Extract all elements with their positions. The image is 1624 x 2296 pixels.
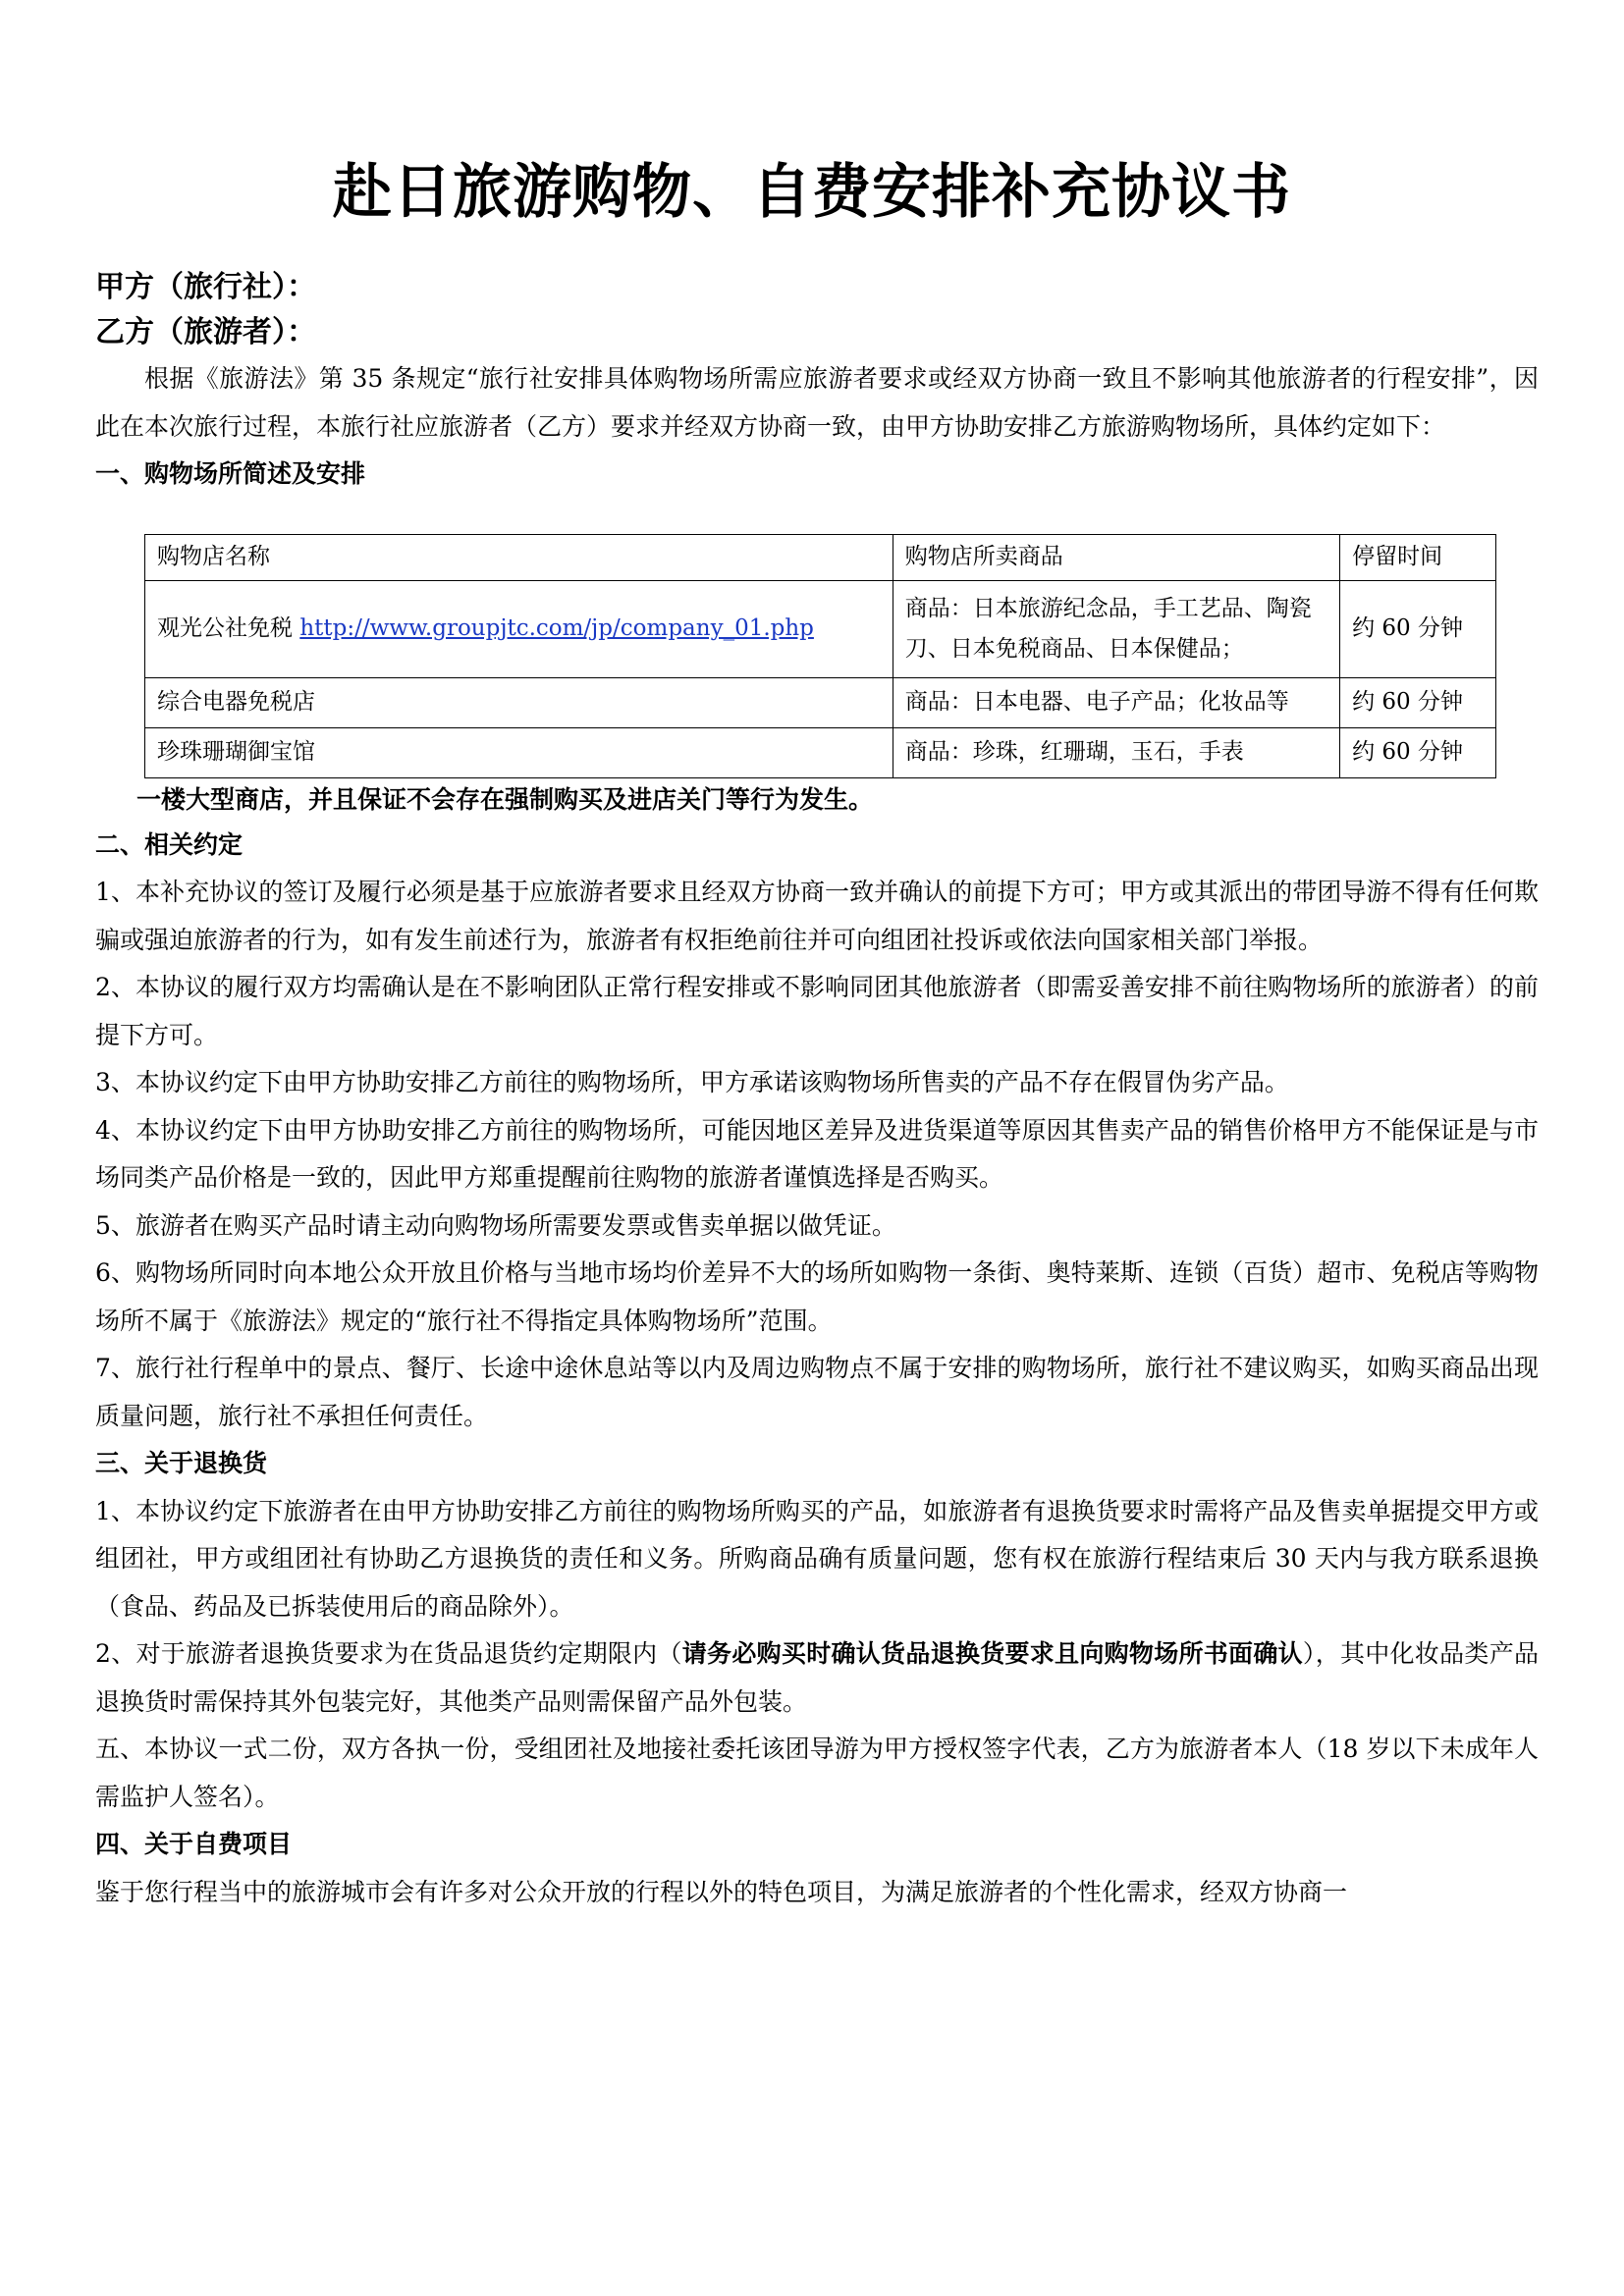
clause-item [95, 1630, 1539, 1726]
table-row [145, 727, 1496, 777]
shop-note: 一楼大型商店，并且保证不会存在强制购买及进店关门等行为发生。 [136, 784, 874, 814]
clause-item: 1、本协议约定下旅游者在由甲方协助安排乙方前往的购物场所购买的产品，如旅游者有退换货要求时需将产品及售卖单据提交甲方或组团社，甲方或组团社有协助乙方退换货的责任和义务。所购商品确有质量问题，您有权在旅游行程结束后 30 天内与我方联系退换（食品、药品及已拆装使用后的商品除外）。 [95, 1496, 1539, 1621]
shop-name-cell: 综合电器免税店 [145, 677, 893, 727]
shop-table-wrapper [144, 534, 1496, 778]
table-header-cell: 购物店所卖商品 [893, 534, 1339, 580]
shop-name-cell [145, 580, 893, 677]
table-row [145, 677, 1496, 727]
shop-goods-cell: 商品：日本旅游纪念品，手工艺品、陶瓷刀、日本免税商品、日本保健品； [893, 580, 1339, 677]
table-header-row [145, 534, 1496, 580]
clause-item: 5、旅游者在购买产品时请主动向购物场所需要发票或售卖单据以做凭证。 [95, 1210, 896, 1240]
clause-item: 1、本补充协议的签订及履行必须是基于应旅游者要求且经双方协商一致并确认的前提下方可；甲方或其派出的带团导游不得有任何欺骗或强迫旅游者的行为，如有发生前述行为，旅游者有权拒绝前往并可向组团社投诉或依法向国家相关部门举报。 [95, 878, 1539, 954]
clause-item: 3、本协议约定下由甲方协助安排乙方前往的购物场所，甲方承诺该购物场所售卖的产品不存在假冒伪劣产品。 [95, 1068, 1289, 1096]
shop-goods-cell: 商品：珍珠，红珊瑚，玉石，手表 [893, 727, 1339, 777]
document-title: 赴日旅游购物、自费安排补充协议书 [333, 158, 1291, 227]
clause-item: 6、购物场所同时向本地公众开放且价格与当地市场均价差异不大的场所如购物一条街、奥特莱斯、连锁（百货）超市、免税店等购物场所不属于《旅游法》规定的“旅行社不得指定具体购物场所”范围。 [95, 1258, 1539, 1335]
clause-text: ），其中化妆品类产品退换货时需保持其外包装完好，其他类产品则需保留产品外包装。 [95, 1639, 1539, 1716]
section-3-heading: 三、关于退换货 [95, 1449, 268, 1477]
section-1-heading: 一、购物场所简述及安排 [95, 459, 366, 488]
shop-time-cell: 约 60 分钟 [1340, 677, 1496, 727]
section-4-heading: 四、关于自费项目 [95, 1830, 293, 1858]
clause-item: 4、本协议约定下由甲方协助安排乙方前往的购物场所，可能因地区差异及进货渠道等原因其售卖产品的销售价格甲方不能保证是与市场同类产品价格是一致的，因此甲方郑重提醒前往购物的旅游者谨慎选择是否购买。 [95, 1115, 1539, 1192]
shop-name: 观光公社免税 [157, 615, 293, 641]
shop-website-link[interactable]: http://www.groupjtc.com/jp/company_01.php [299, 615, 814, 641]
shop-time-cell: 约 60 分钟 [1340, 580, 1496, 677]
shop-name-cell: 珍珠珊瑚御宝馆 [145, 727, 893, 777]
table-header-cell: 停留时间 [1340, 534, 1496, 580]
intro-paragraph: 根据《旅游法》第 35 条规定“旅行社安排具体购物场所需应旅游者要求或经双方协商一致且不影响其他旅游者的行程安排”，因此在本次旅行过程，本旅行社应旅游者（乙方）要求并经双方协商一致，由甲方协助安排乙方旅游购物场所，具体约定如下： [95, 364, 1539, 441]
table-row [145, 580, 1496, 677]
clause-item: 7、旅行社行程单中的景点、餐厅、长途中途休息站等以内及周边购物点不属于安排的购物场所，旅行社不建议购买，如购买商品出现质量问题，旅行社不承担任何责任。 [95, 1354, 1539, 1430]
clause-item: 2、本协议的履行双方均需确认是在不影响团队正常行程安排或不影响同团其他旅游者（即需妥善安排不前往购物场所的旅游者）的前提下方可。 [95, 973, 1539, 1049]
shop-table [144, 534, 1496, 778]
clause-item: 鉴于您行程当中的旅游城市会有许多对公众开放的行程以外的特色项目，为满足旅游者的个性化需求，经双方协商一 [95, 1877, 1348, 1906]
shop-time-cell: 约 60 分钟 [1340, 727, 1496, 777]
document-body [95, 265, 1539, 1916]
shop-goods-cell: 商品：日本电器、电子产品；化妆品等 [893, 677, 1339, 727]
clause-emphasis: 请务必购买时确认货品退换货要求且向购物场所书面确认 [681, 1639, 1303, 1668]
clause-text: 2、对于旅游者退换货要求为在货品退货约定期限内（ [95, 1639, 682, 1668]
party-a-label: 甲方（旅行社）： [95, 270, 316, 304]
table-header-cell: 购物店名称 [145, 534, 893, 580]
clause-item: 五、本协议一式二份，双方各执一份，受组团社及地接社委托该团导游为甲方授权签字代表，乙方为旅游者本人（18 岁以下未成年人需监护人签名）。 [95, 1735, 1539, 1811]
party-b-label: 乙方（旅游者）： [95, 315, 316, 349]
section-2-heading: 二、相关约定 [95, 829, 244, 859]
